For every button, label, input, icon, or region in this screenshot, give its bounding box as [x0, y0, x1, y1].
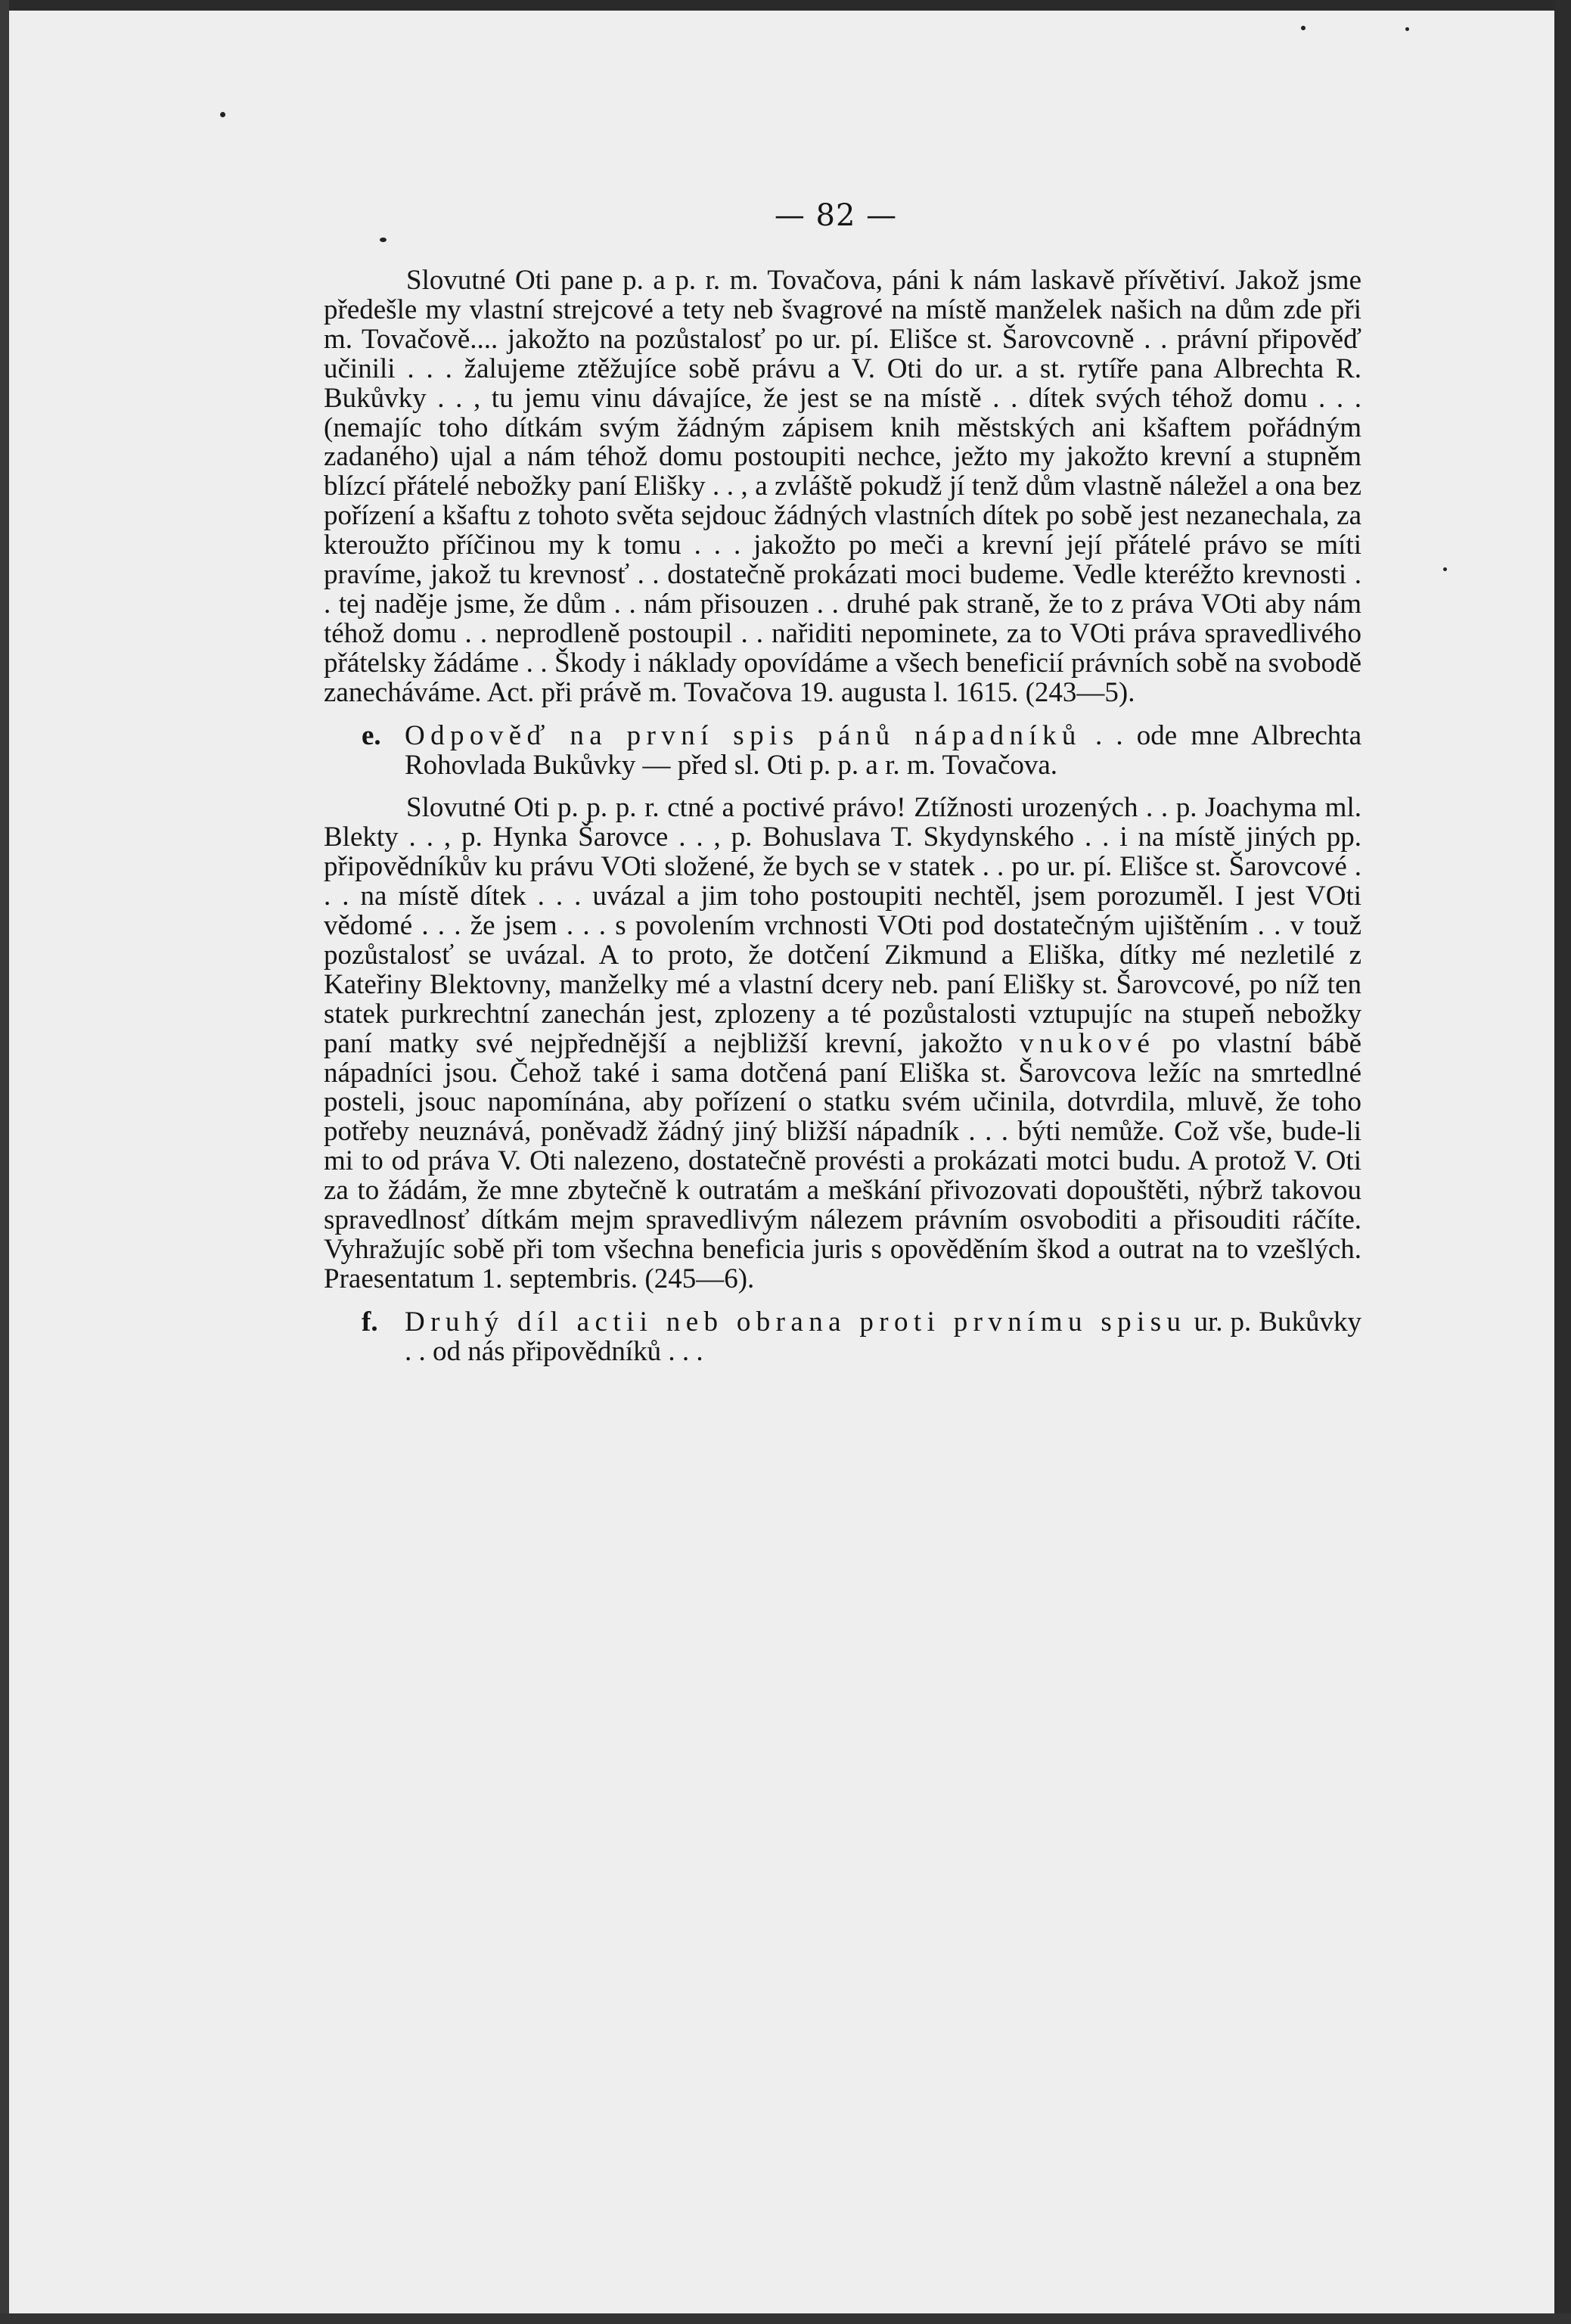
scan-speck — [1443, 567, 1447, 571]
section-f-text: ur. p. Bukůvky . . od nás připovědníků . . . — [405, 1306, 1361, 1367]
scan-edge-left — [0, 0, 9, 2324]
main-text — [324, 266, 1361, 1367]
scan-speck — [1301, 26, 1306, 30]
section-f-heading: Druhý díl actii neb obrana proti prvnímu spisu — [405, 1306, 1187, 1338]
section-e-heading: Odpověď na první spis pánů nápadníků — [405, 719, 1082, 751]
page-number: — 82 — — [774, 198, 898, 233]
paragraph-response — [324, 794, 1361, 1294]
section-f-label: f. — [362, 1306, 378, 1338]
scan-speck — [220, 112, 225, 117]
paragraph-petition: Slovutné Oti pane p. a p. r. m. Tovačova, páni k nám laskavě přívětiví. Jakož jsme předešle my vlastní strejcové a tety neb švagrové na místě manželek našich na dům zde při m. Tovačově.... jakožto na pozůstalosť po ur. pí. Elišce st. Šarovcovně . . právní připověď učinili . . . žalujeme ztěžujíce sobě právu a V. Oti do ur. a st. rytíře pana Albrechta R. Bukůvky . . , tu jemu vinu dávajíce, že jest se na místě . . dítek svých téhož domu . . . (nemajíc toho dítkám svým žádným zápisem knih městských ani kšaftem pořádným zadaného) ujal a nám téhož domu postoupiti nechce, ježto my jakožto krevní a stupněm blízcí přátelé nebožky paní Elišky . . , a zvláště pokudž jí tenž dům vlastně náležel a ona bez pořízení a kšaftu z tohoto světa sejdouc žádných vlastních dítek po sobě jest nezanechala, za kteroužto příčinou my k tomu . . . jakožto po meči a krevní její přátelé právo se míti pravíme, jakož tu krevnosť . . dostatečně prokázati moci budeme. Vedle kteréžto krevnosti . . tej naděje jsme, že dům . . nám přisouzen . . druhé pak straně, že to z práva VOti aby nám téhož domu . . neprodleně postoupil . . nařiditi nepominete, za to VOti práva spravedlivého přátelsky žádáme . . Škody i náklady opovídáme a všech beneficií právních sobě na svobodě zanecháváme. Act. při právě m. Tovačova 19. augusta l. 1615. (243—5). — [324, 265, 1361, 708]
paragraph-response-part-2: po vlastní bábě nápadníci jsou. Čehož také i sama dotčená paní Eliška st. Šarovcova ležíc na smrtedlné posteli, jsouc napomínána, aby pořízení o statku svém učinila, dotvrdila, mluvě, že toho potřeby neuznává, poněvadž žádný jiný bližší nápadník . . . býti nemůže. Což vše, bude-li mi to od práva V. Oti nalezeno, dostatečně provésti a prokázati motci budu. A protož V. Oti za to žádám, že mne zbytečně k outratám a meškání přivozovati dopouštěti, nýbrž takovou spravedlnosť dítkám mejm spravedlivým nálezem právním osvoboditi a přisouditi ráčíte. Vyhražujíc sobě při tom všechna beneficia juris s opověděním škod a outrat na to vzešlých. Praesentatum 1. septembris. (245—6). — [324, 1027, 1362, 1294]
scan-edge-bottom — [0, 2313, 1571, 2324]
scan-edge-top — [0, 0, 1571, 11]
paragraph-response-emphasis: vnukové — [1020, 1027, 1156, 1059]
section-e — [324, 719, 1361, 781]
scan-speck — [1405, 27, 1409, 31]
paragraph-response-part-1: Slovutné Oti p. p. p. r. ctné a poctivé právo! Ztížnosti urozených . . p. Joachyma ml. Blekty . . , p. Hynka Šarovce . . , p. Bohuslava T. Skydynského . . i na místě jiných pp. připovědníkův ku právu VOti složené, že bych se v statek . . po ur. pí. Elišce st. Šarovcové . . . na místě dítek . . . uvázal a jim toho postoupiti nechtěl, jsem porozuměl. I jest VOti vědomé . . . že jsem . . . s povolením vrchnosti VOti pod dostatečným ujištěním . . v touž pozůstalosť se uvázal. A to proto, že dotčení Zikmund a Eliška, dítky mé nezletilé z Kateřiny Blektovny, manželky mé a vlastní dcery neb. paní Elišky st. Šarovcové, po níž ten statek purkrechtní zanechán jest, zplozeny a té pozůstalosti vztupujíc na stupeň nebožky paní matky své nejpřednější a nejbližší krevní, jakožto — [324, 792, 1361, 1059]
section-e-text: . . ode mne Albrechta Rohovlada Bukůvky — před sl. Oti p. p. a r. m. Tovačova. — [405, 719, 1361, 781]
section-e-label: e. — [362, 719, 381, 751]
scan-speck — [380, 238, 387, 242]
scan-edge-right — [1554, 0, 1571, 2324]
section-f — [324, 1308, 1361, 1367]
